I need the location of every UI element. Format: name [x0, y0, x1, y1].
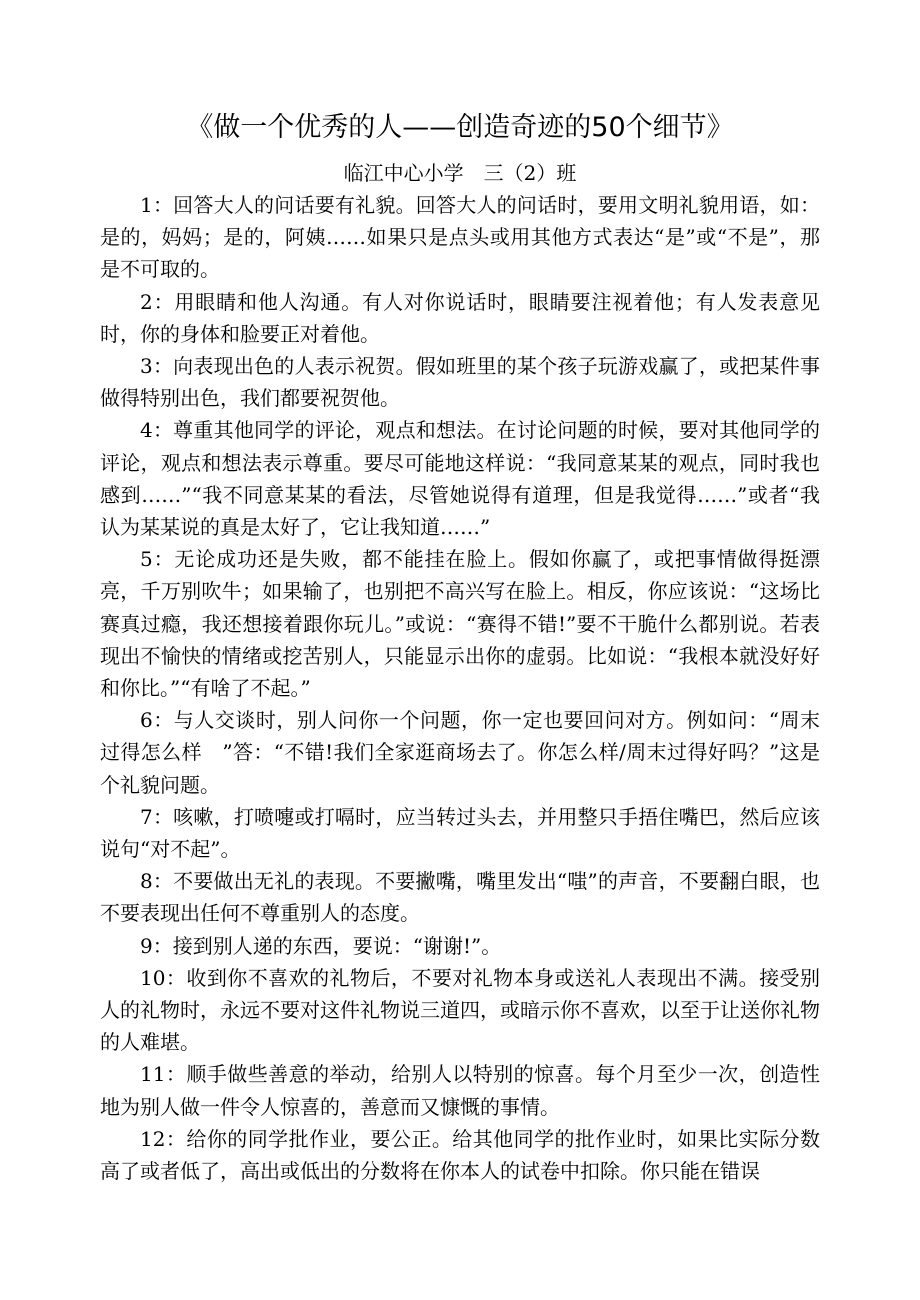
document-subtitle: 临江中心小学 三（2）班 [343, 161, 577, 185]
paragraph: 9：接到别人递的东西，要说：“谢谢!”。 [140, 933, 502, 958]
document-title: 《做一个优秀的人——创造奇迹的50个细节》 [186, 112, 734, 143]
paragraph: 6：与人交谈时，别人问你一个问题，你一定也要回问对方。例如问：“周末过得怎么样 ”答：“不错!我们全家逛商场去了。你怎么样/周末过得好吗？”这是个礼貌问题。 [100, 708, 820, 797]
document-body [100, 189, 820, 1187]
paragraph: 7：咳嗽，打喷嚏或打嗝时，应当转过头去，并用整只手捂住嘴巴，然后应该说句“对不起”。 [100, 804, 820, 862]
paragraph: 3：向表现出色的人表示祝贺。假如班里的某个孩子玩游戏赢了，或把某件事做得特别出色，我们都要祝贺他。 [100, 354, 820, 411]
paragraph: 5：无论成功还是失败，都不能挂在脸上。假如你赢了，或把事情做得挺漂亮，千万别吹牛；如果输了，也别把不高兴写在脸上。相反，你应该说：“这场比赛真过瘾，我还想接着跟你玩儿。”或说：“赛得不错!”要不干脆什么都别说。若表现出不愉快的情绪或挖苦别人，只能显示出你的虚弱。比如说：“我根本就没好好和你比。”“有啥了不起。” [100, 547, 820, 701]
paragraph: 4：尊重其他同学的评论，观点和想法。在讨论问题的时候，要对其他同学的评论，观点和想法表示尊重。要尽可能地这样说：“我同意某某的观点，同时我也感到……”“我不同意某某的看法，尽管她说得有道理，但是我觉得……”或者“我认为某某说的真是太好了，它让我知道……” [100, 418, 820, 540]
paragraph: 1：回答大人的问话要有礼貌。回答大人的问话时，要用文明礼貌用语，如：是的，妈妈；是的，阿姨……如果只是点头或用其他方式表达“是”或“不是”，那是不可取的。 [100, 193, 820, 282]
paragraph: 8：不要做出无礼的表现。不要撇嘴，嘴里发出“嗤”的声音，不要翻白眼，也不要表现出任何不尊重别人的态度。 [100, 869, 820, 926]
paragraph: 11：顺手做些善意的举动，给别人以特别的惊喜。每个月至少一次，创造性地为别人做一件令人惊喜的，善意而又慷慨的事情。 [100, 1062, 820, 1119]
paragraph: 10：收到你不喜欢的礼物后，不要对礼物本身或送礼人表现出不满。接受别人的礼物时，永远不要对这件礼物说三道四，或暗示你不喜欢，以至于让送你礼物的人难堪。 [100, 965, 820, 1055]
paragraph: 2：用眼睛和他人沟通。有人对你说话时，眼睛要注视着他；有人发表意见时，你的身体和脸要正对着他。 [100, 289, 820, 346]
paragraph: 12：给你的同学批作业，要公正。给其他同学的批作业时，如果比实际分数高了或者低了，高出或低出的分数将在你本人的试卷中扣除。你只能在错误 [100, 1126, 820, 1184]
